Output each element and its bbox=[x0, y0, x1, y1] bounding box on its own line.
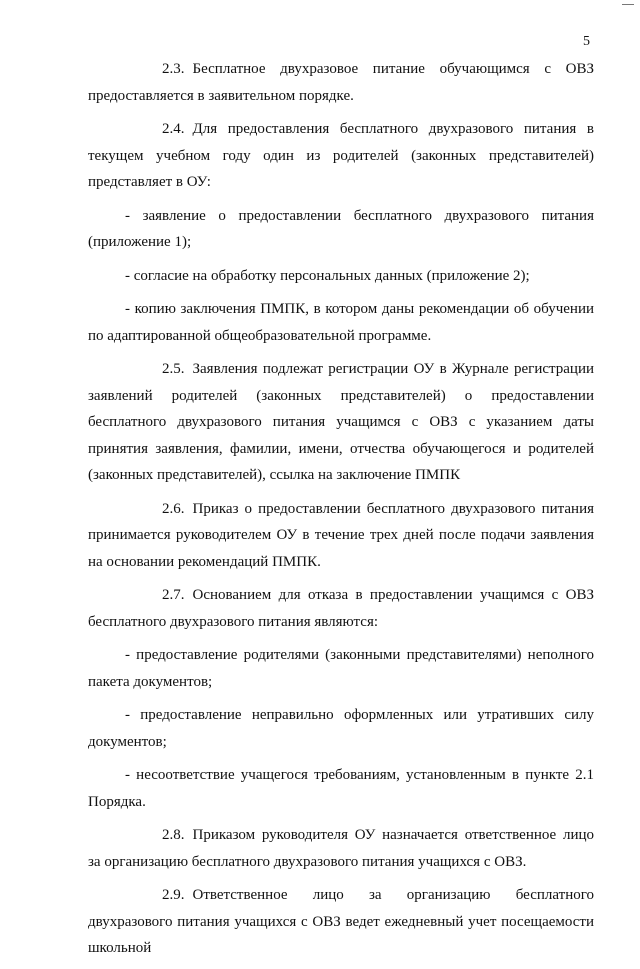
list-item-text: - несоответствие учащегося требованиям, установленным в пункте 2.1 Порядка. bbox=[88, 767, 594, 810]
paragraph-number: 2.9. bbox=[162, 887, 185, 903]
paragraph-2-5 bbox=[88, 356, 594, 489]
paragraph-number: 2.5. bbox=[162, 361, 185, 377]
list-item-text: - заявление о предоставлении бесплатного двухразового питания (приложение 1); bbox=[88, 207, 594, 250]
paragraph-2-9 bbox=[88, 882, 594, 962]
list-item-text: - предоставление неправильно оформленных или утративших силу документов; bbox=[88, 707, 594, 750]
list-item-invalid-documents bbox=[88, 702, 594, 755]
paragraph-2-3 bbox=[88, 56, 594, 109]
paragraph-number: 2.3. bbox=[162, 61, 185, 77]
list-item-text: - предоставление родителями (законными представителями) неполного пакета документов; bbox=[88, 647, 594, 690]
paragraph-text: Заявления подлежат регистрации ОУ в Журнале регистрации заявлений родителей (законных представителей) о предоставлении бесплатного двухразового питания учащимся с ОВЗ с указанием даты принятия заявления, фамилии, имени, отчества обучающегося и родителей (законных представителей), ссылка на заключение ПМПК bbox=[88, 361, 594, 483]
paragraph-text: Приказ о предоставлении бесплатного двухразового питания принимается руководителем ОУ в течение трех дней после подачи заявления на основании рекомендаций ПМПК. bbox=[88, 500, 594, 570]
paragraph-2-8 bbox=[88, 822, 594, 875]
list-item-consent bbox=[88, 263, 594, 290]
paragraph-number: 2.6. bbox=[162, 500, 185, 517]
paragraph-2-7 bbox=[88, 582, 594, 635]
paragraph-text: Для предоставления бесплатного двухразового питания в текущем учебном году один из родителей (законных представителей) представляет в ОУ: bbox=[88, 121, 594, 190]
paragraph-2-6 bbox=[88, 496, 594, 576]
list-item-application bbox=[88, 203, 594, 256]
list-item-pmpk-copy bbox=[88, 296, 594, 349]
paragraph-text: Бесплатное двухразовое питание обучающимся с ОВЗ предоставляется в заявительном порядке. bbox=[88, 61, 594, 104]
paragraph-2-4 bbox=[88, 116, 594, 196]
paragraph-text: Основанием для отказа в предоставлении учащимся с ОВЗ бесплатного двухразового питания являются: bbox=[88, 587, 594, 630]
corner-mark bbox=[622, 4, 634, 5]
page-number: 5 bbox=[583, 34, 590, 49]
list-item-text: - копию заключения ПМПК, в котором даны рекомендации об обучении по адаптированной общеобразовательной программе. bbox=[88, 301, 594, 344]
paragraph-number: 2.4. bbox=[162, 121, 185, 137]
list-item-requirements-mismatch bbox=[88, 762, 594, 815]
paragraph-text: Ответственное лицо за организацию бесплатного двухразового питания учащихся с ОВЗ ведет ежедневный учет посещаемости школьной bbox=[88, 887, 594, 956]
paragraph-text: Приказом руководителя ОУ назначается ответственное лицо за организацию бесплатного двухразового питания учащихся с ОВЗ. bbox=[88, 827, 594, 870]
paragraph-number: 2.8. bbox=[162, 827, 185, 843]
list-item-incomplete-package bbox=[88, 642, 594, 695]
paragraph-number: 2.7. bbox=[162, 587, 185, 603]
document-body bbox=[88, 56, 594, 969]
list-item-text: - согласие на обработку персональных данных (приложение 2); bbox=[125, 267, 530, 284]
